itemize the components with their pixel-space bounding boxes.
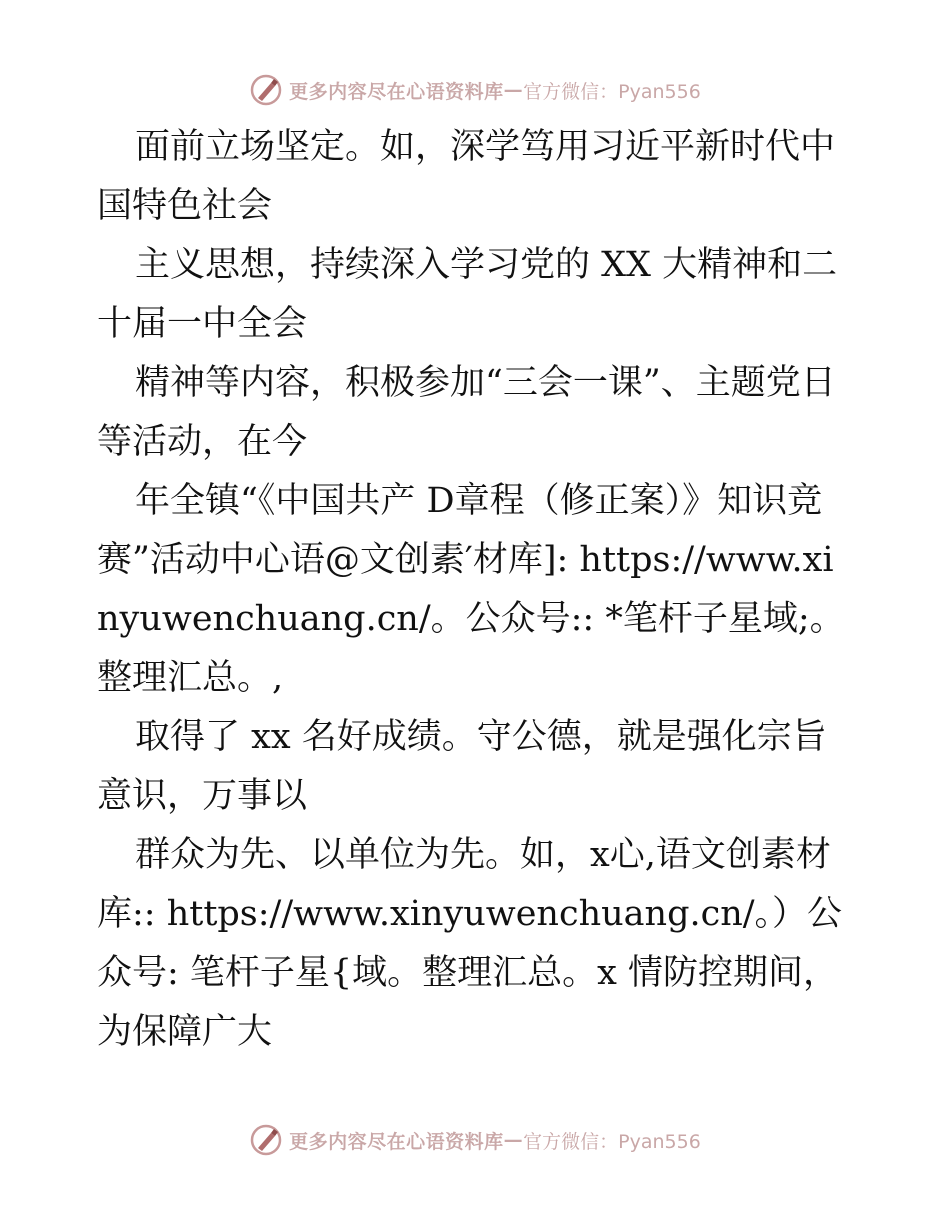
document-body — [97, 118, 853, 1062]
paragraph-3: 精神等内容，积极参加“三会一课”、主题党日等活动，在今 — [97, 363, 836, 462]
banner-dash: — — [503, 1129, 524, 1151]
banner-main-text: 更多内容尽在心语资料库 — [289, 1130, 504, 1153]
banner-wechat-text: 官方微信：Pyan556 — [523, 1130, 701, 1153]
pen-circle-logo-icon — [249, 73, 283, 107]
header-watermark-banner — [0, 70, 950, 110]
paragraph-1: 面前立场坚定。如，深学笃用习近平新时代中国特色社会 — [97, 127, 836, 226]
pen-circle-logo-icon — [249, 1123, 283, 1157]
paragraph-4: 年全镇“《中国共产 D章程（修正案）》知识竞赛”活动中心语@文创素′材库]: https://www.xinyuwenchuang.cn/。公众号:: *笔杆子星域;。整理汇总。, — [97, 481, 845, 698]
banner-main-text: 更多内容尽在心语资料库 — [289, 80, 504, 103]
banner-dash: — — [503, 79, 524, 101]
paragraph-2: 主义思想，持续深入学习党的 XX 大精神和二十届一中全会 — [97, 245, 838, 344]
banner-wechat-text: 官方微信：Pyan556 — [523, 80, 701, 103]
footer-watermark-banner — [0, 1120, 950, 1160]
paragraph-6: 群众为先、以单位为先。如，x心,语文创素材库:: https://www.xinyuwenchuang.cn/。）公众号: 笔杆子星{域。整理汇总。x 情防控期间，为保障广大 — [97, 835, 843, 1052]
paragraph-5: 取得了 xx 名好成绩。守公德，就是强化宗旨意识，万事以 — [97, 717, 827, 816]
